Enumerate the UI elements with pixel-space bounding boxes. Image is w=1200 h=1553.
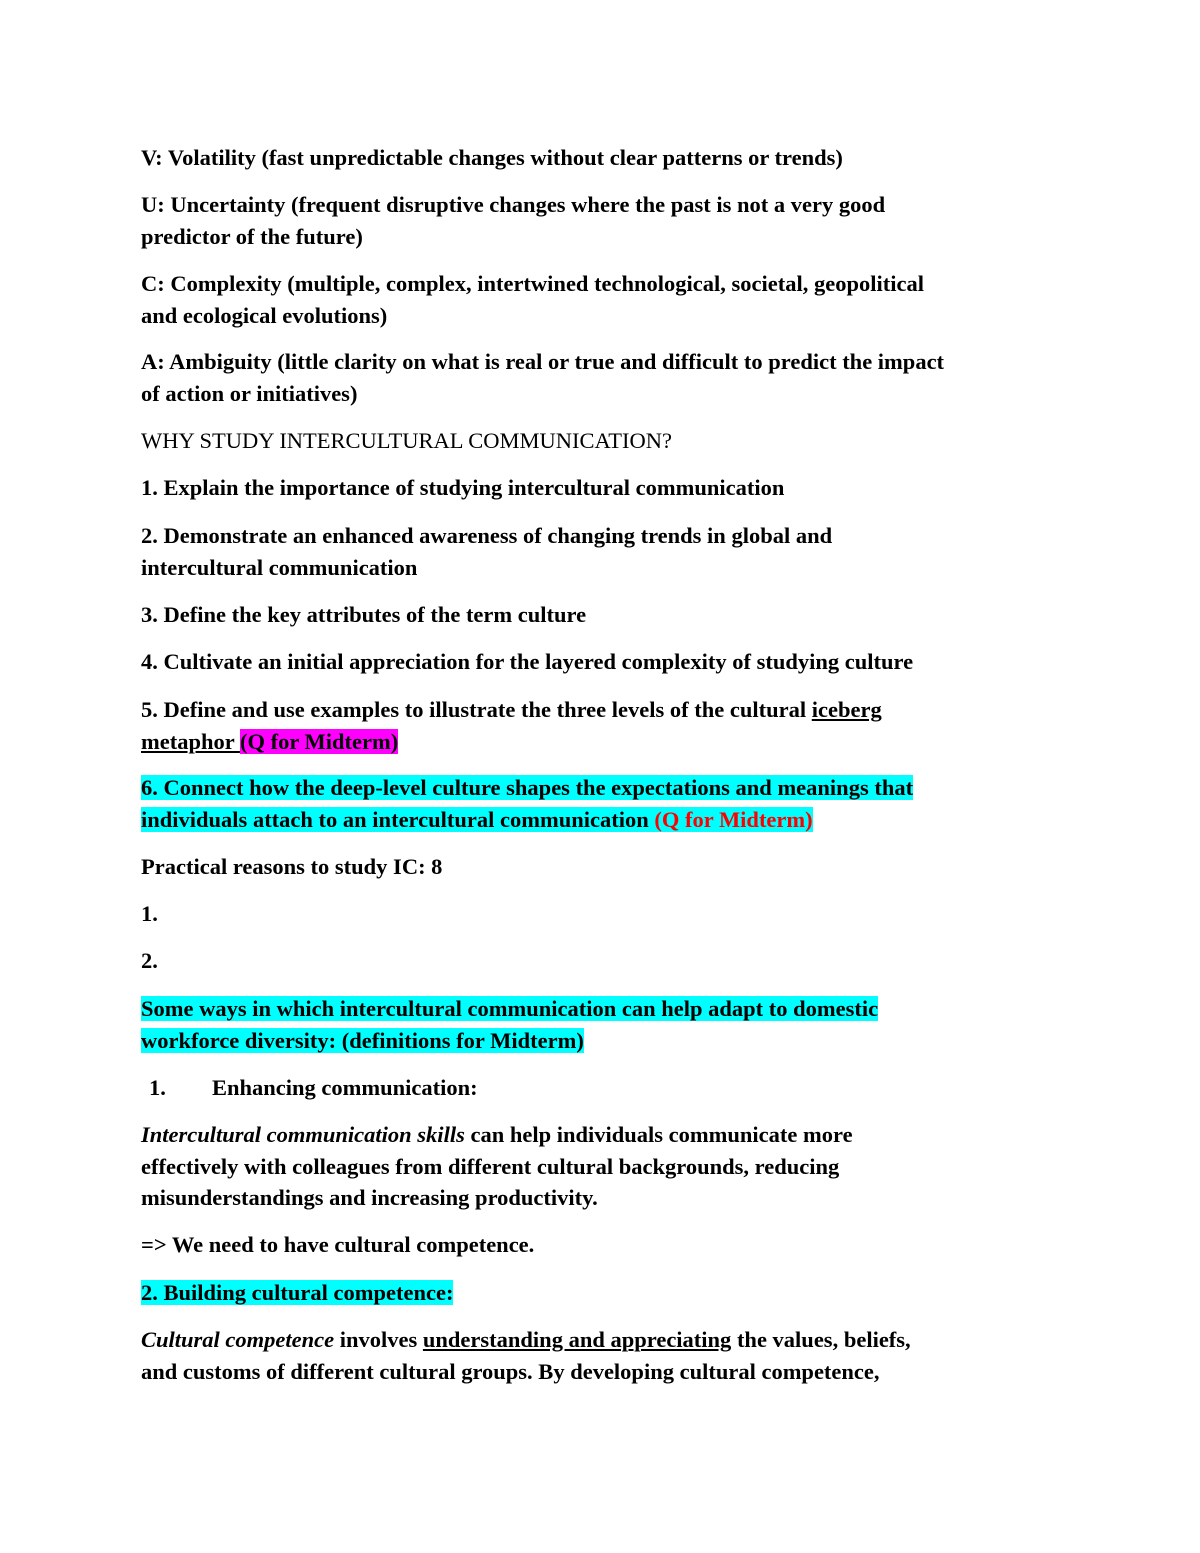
- practical-item-1: 1.: [141, 901, 158, 926]
- metaphor-underlined: metaphor: [141, 728, 240, 754]
- midterm-tag-red: (Q for Midterm): [654, 806, 813, 832]
- objective-2: [141, 520, 1066, 583]
- vuca-ambiguity-line1: A: Ambiguity (little clarity on what is real or true and difficult to predict the impact: [141, 349, 945, 374]
- list-number: 1.: [149, 1075, 166, 1100]
- ic-skills-term: Intercultural communication skills: [141, 1122, 465, 1147]
- practical-reasons-heading: Practical reasons to study IC: 8: [141, 854, 443, 879]
- vuca-uncertainty-line2: predictor of the future): [141, 223, 363, 249]
- vuca-complexity: [141, 268, 1066, 331]
- workforce-diversity-line1: Some ways in which intercultural communication can help adapt to domestic: [141, 996, 879, 1021]
- objective-6-line1: 6. Connect how the deep-level culture shapes the expectations and meanings that: [141, 775, 914, 800]
- vuca-volatility: V: Volatility (fast unpredictable changes without clear patterns or trends): [141, 145, 843, 170]
- vuca-ambiguity-line2: of action or initiatives): [141, 380, 358, 406]
- objective-1: 1. Explain the importance of studying intercultural communication: [141, 475, 785, 500]
- cc-rest: the values, beliefs,: [731, 1327, 911, 1352]
- building-competence-heading: [141, 1277, 1066, 1309]
- objective-6: [141, 772, 1066, 835]
- cultural-competence-paragraph: [141, 1324, 1066, 1387]
- vuca-uncertainty: [141, 189, 1066, 252]
- why-study-heading: WHY STUDY INTERCULTURAL COMMUNICATION?: [141, 428, 673, 453]
- iceberg-underlined: iceberg: [811, 697, 882, 722]
- enhancing-communication-label: Enhancing communication:: [212, 1075, 478, 1100]
- objective-2-line1: 2. Demonstrate an enhanced awareness of changing trends in global and: [141, 523, 833, 548]
- cc-underlined: understanding and appreciating: [422, 1327, 732, 1352]
- vuca-complexity-line1: C: Complexity (multiple, complex, intertwined technological, societal, geopolitical: [141, 271, 925, 296]
- ic-skills-line1-rest: can help individuals communicate more: [464, 1122, 853, 1147]
- objective-5-text: 5. Define and use examples to illustrate the three levels of the cultural: [141, 697, 812, 722]
- vuca-uncertainty-line1: U: Uncertainty (frequent disruptive changes where the past is not a very good: [141, 192, 886, 217]
- ic-skills-paragraph: [141, 1119, 1066, 1214]
- ic-skills-line2: effectively with colleagues from different cultural backgrounds, reducing: [141, 1153, 840, 1179]
- objective-2-line2: intercultural communication: [141, 554, 418, 580]
- ic-skills-line3: misunderstandings and increasing productivity.: [141, 1185, 598, 1210]
- workforce-diversity-line2: workforce diversity: (definitions for Midterm): [141, 1027, 584, 1053]
- cc-involves: involves: [334, 1327, 423, 1352]
- building-competence-label: 2. Building cultural competence:: [141, 1280, 454, 1305]
- need-competence-line: => We need to have cultural competence.: [141, 1232, 535, 1257]
- objective-6-line2: [141, 807, 813, 832]
- cultural-competence-term: Cultural competence: [141, 1327, 335, 1352]
- vuca-ambiguity: [141, 346, 1066, 409]
- vuca-complexity-line2: and ecological evolutions): [141, 302, 388, 328]
- midterm-tag-magenta: (Q for Midterm): [239, 728, 399, 754]
- workforce-diversity-heading: [141, 993, 1066, 1056]
- objective-4: 4. Cultivate an initial appreciation for the layered complexity of studying culture: [141, 649, 914, 674]
- practical-item-2: 2.: [141, 948, 158, 973]
- objective-5: [141, 694, 1066, 757]
- cc-line2: and customs of different cultural groups. By developing cultural competence,: [141, 1358, 880, 1384]
- objective-6-line2-text: individuals attach to an intercultural communication: [141, 806, 655, 832]
- objective-3: 3. Define the key attributes of the term culture: [141, 602, 587, 627]
